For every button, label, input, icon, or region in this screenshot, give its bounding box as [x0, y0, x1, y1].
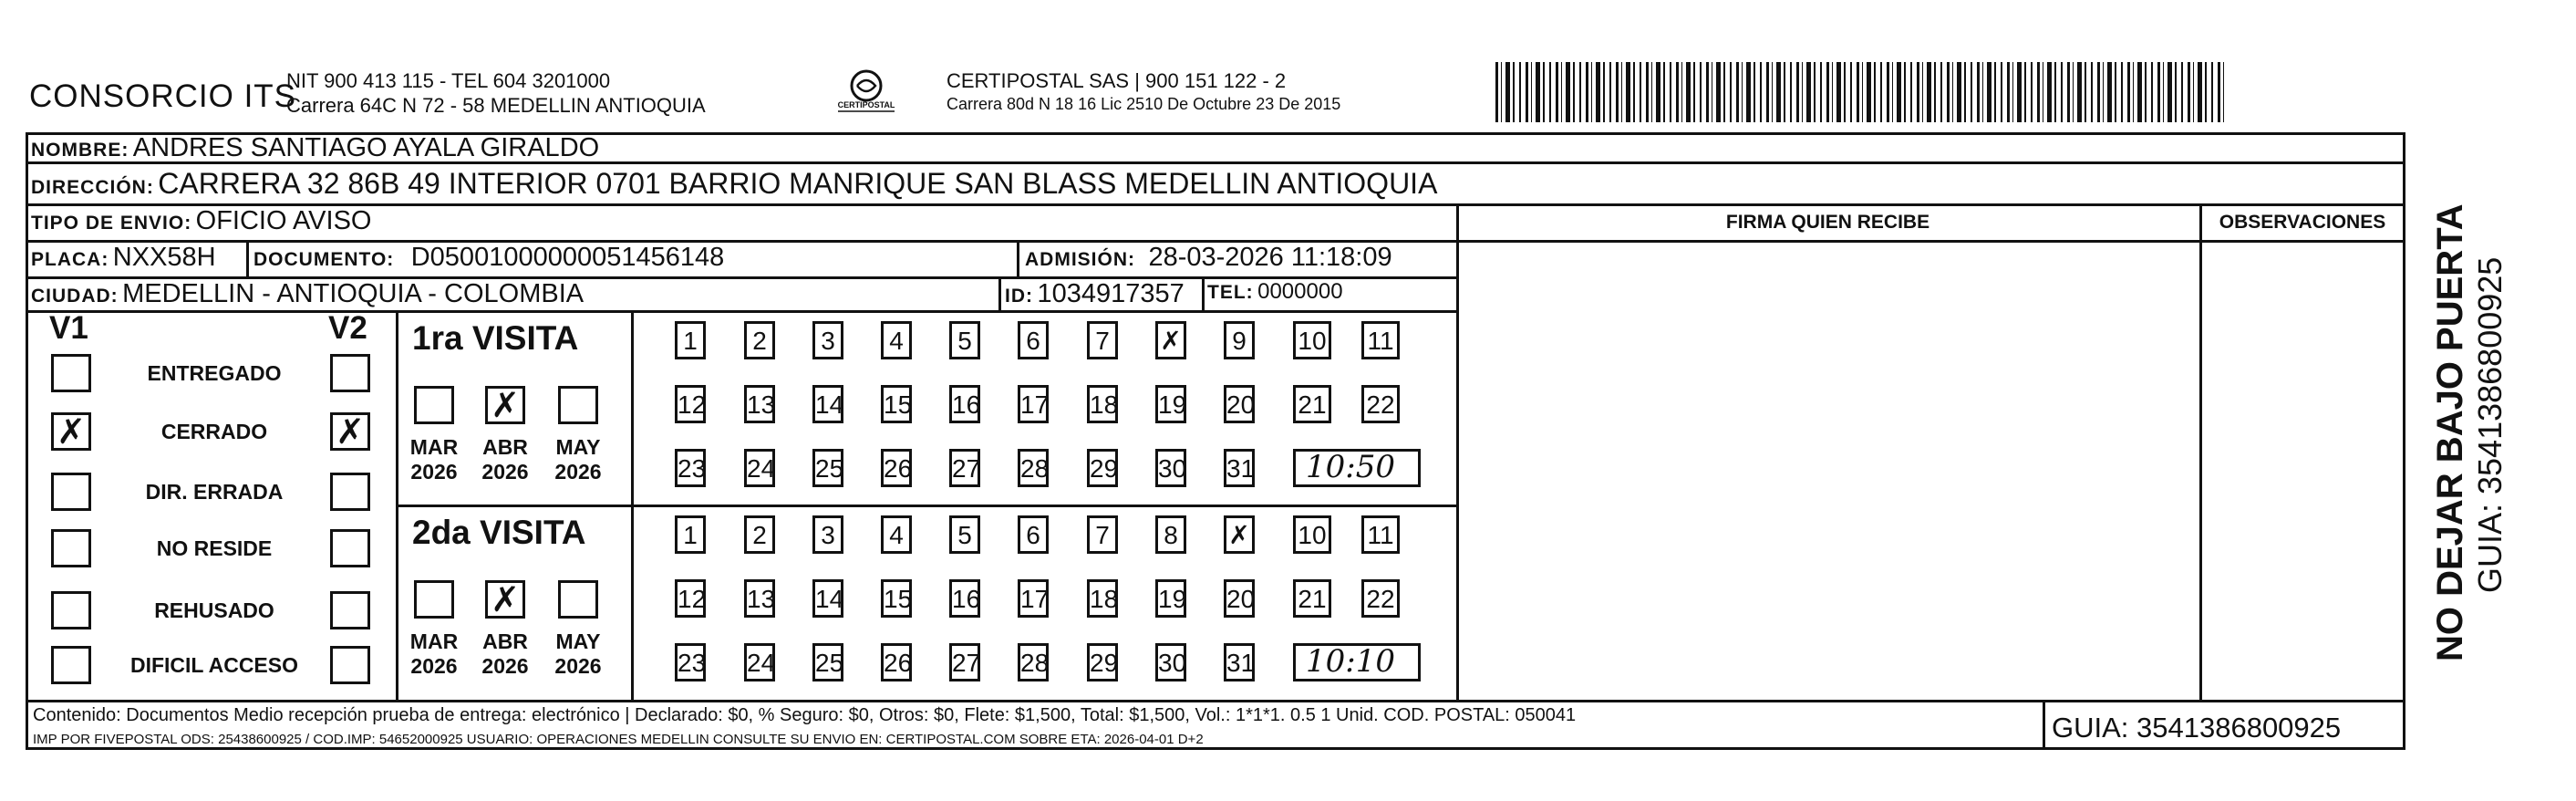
visit-day-box[interactable]: 9: [1224, 321, 1255, 359]
visit-day-box[interactable]: 27: [949, 449, 980, 487]
visit-day-box[interactable]: 20: [1224, 579, 1255, 618]
visit-day-box[interactable]: 8: [1155, 515, 1186, 554]
nombre-value: ANDRES SANTIAGO AYALA GIRALDO: [132, 133, 600, 162]
direccion-field: [31, 167, 1437, 201]
carrier-address-line: Carrera 80d N 18 16 Lic 2510 De Octubre 23 De 2015: [947, 95, 1341, 113]
visit-day-box[interactable]: 10: [1293, 515, 1331, 554]
visit-day-box[interactable]: 20: [1224, 385, 1255, 423]
visit-title: 2da VISITA: [412, 514, 586, 551]
month-year: 2026: [410, 460, 458, 484]
company-name: CONSORCIO ITS: [29, 78, 297, 114]
admision-field: [1025, 243, 1392, 273]
visit-month-checkbox[interactable]: [414, 580, 454, 619]
visit-day-box[interactable]: 17: [1018, 579, 1049, 618]
tipo-envio-value: OFICIO AVISO: [195, 206, 372, 235]
visit-day-box[interactable]: 28: [1018, 643, 1049, 681]
documento-label: DOCUMENTO:: [253, 249, 395, 270]
visit-day-box[interactable]: 6: [1018, 515, 1049, 554]
status-v2-checkbox[interactable]: [330, 646, 370, 684]
visit-day-box[interactable]: 23: [675, 643, 706, 681]
visit-day-box[interactable]: 25: [812, 449, 843, 487]
visit-day-box[interactable]: 31: [1224, 449, 1255, 487]
tel-field: [1207, 279, 1343, 305]
visit-day-box[interactable]: 1: [675, 515, 706, 554]
carrier-name-line: CERTIPOSTAL SAS | 900 151 122 - 2: [947, 69, 1287, 92]
visit-day-box[interactable]: 29: [1087, 449, 1118, 487]
month-name: MAR: [409, 435, 459, 459]
status-label: CERRADO: [160, 420, 268, 443]
visit-month-label: [404, 629, 464, 679]
tipo-envio-field: [31, 206, 371, 236]
documento-field: [253, 243, 724, 273]
admision-value: 28-03-2026 11:18:09: [1148, 243, 1392, 272]
visit-day-box[interactable]: 18: [1087, 385, 1118, 423]
ciudad-field: [31, 279, 584, 309]
visit-day-box[interactable]: 23: [675, 449, 706, 487]
status-label: DIFICIL ACCESO: [129, 653, 298, 677]
visit-day-box[interactable]: 31: [1224, 643, 1255, 681]
month-year: 2026: [554, 460, 602, 484]
visit-title: 1ra VISITA: [412, 319, 579, 357]
visit-month-checkbox[interactable]: [558, 580, 598, 619]
visit-day-box[interactable]: 14: [812, 385, 843, 423]
status-v1-checkbox[interactable]: ✗: [51, 412, 91, 451]
ciudad-value: MEDELLIN - ANTIOQUIA - COLOMBIA: [122, 279, 585, 308]
month-year: 2026: [481, 460, 529, 484]
visit-month-label: [548, 435, 608, 484]
direccion-value: CARRERA 32 86B 49 INTERIOR 0701 BARRIO MANRIQUE SAN BLASS MEDELLIN ANTIOQUIA: [158, 167, 1438, 200]
visit-day-box[interactable]: 25: [812, 643, 843, 681]
visit-time-value: 10:10: [1306, 643, 1395, 680]
visit-day-box[interactable]: 16: [949, 385, 980, 423]
visit-day-box[interactable]: 3: [812, 321, 843, 359]
nombre-label: NOMBRE:: [31, 140, 129, 161]
placa-value: NXX58H: [112, 243, 216, 272]
status-v2-checkbox[interactable]: [330, 529, 370, 567]
id-value: 1034917357: [1037, 279, 1185, 308]
visit-day-box[interactable]: 2: [744, 515, 775, 554]
nombre-field: [31, 133, 599, 163]
visit-day-box[interactable]: 22: [1361, 385, 1400, 423]
status-label: REHUSADO: [154, 598, 274, 622]
observaciones-label: OBSERVACIONES: [2219, 212, 2386, 233]
id-label: ID:: [1005, 286, 1033, 307]
visit-day-box[interactable]: 16: [949, 579, 980, 618]
visit-day-box[interactable]: 18: [1087, 579, 1118, 618]
tipo-envio-label: TIPO DE ENVIO:: [31, 213, 192, 234]
visit-day-box[interactable]: 7: [1087, 321, 1118, 359]
tel-value: 0000000: [1257, 279, 1343, 304]
visit-day-box[interactable]: 5: [949, 321, 980, 359]
month-year: 2026: [554, 654, 602, 678]
visit-day-box[interactable]: 19: [1155, 579, 1186, 618]
month-name: MAR: [409, 629, 459, 653]
status-v2-checkbox[interactable]: ✗: [330, 412, 370, 451]
visit-month-label: [548, 629, 608, 679]
visit-day-box[interactable]: 1: [675, 321, 706, 359]
visit-time-value: 10:50: [1306, 449, 1395, 485]
visit-day-box[interactable]: 21: [1293, 385, 1331, 423]
month-year: 2026: [410, 654, 458, 678]
footer-guia: GUIA: 3541386800925: [2052, 712, 2342, 744]
visit-day-box[interactable]: 13: [744, 385, 775, 423]
firma-label: FIRMA QUIEN RECIBE: [1725, 212, 1930, 233]
status-label: DIR. ERRADA: [145, 480, 284, 504]
visit-day-box[interactable]: 17: [1018, 385, 1049, 423]
visit-day-box[interactable]: 30: [1155, 643, 1186, 681]
visit-day-mark: ✗: [1228, 520, 1250, 550]
direccion-label: DIRECCIÓN:: [31, 177, 154, 198]
no-dejar-bajo-puerta: NO DEJAR BAJO PUERTA: [2430, 203, 2470, 661]
visit-month-checkbox[interactable]: ✗: [485, 580, 525, 619]
status-label: NO RESIDE: [156, 536, 273, 560]
visit-day-box[interactable]: 5: [949, 515, 980, 554]
visit-day-box[interactable]: 4: [881, 321, 912, 359]
visit-day-box[interactable]: 12: [675, 385, 706, 423]
visit-day-box[interactable]: 3: [812, 515, 843, 554]
visit-month-checkbox[interactable]: ✗: [485, 386, 525, 424]
visit-month-label: [475, 629, 535, 679]
visit-day-box[interactable]: [1224, 515, 1255, 554]
placa-label: PLACA:: [31, 249, 109, 270]
status-v1-checkbox[interactable]: [51, 646, 91, 684]
visit-day-box[interactable]: 11: [1361, 515, 1400, 554]
visit-day-box[interactable]: [1155, 321, 1186, 359]
status-v2-checkbox[interactable]: [330, 354, 370, 392]
month-name: ABR: [482, 629, 528, 653]
status-label: ENTREGADO: [147, 361, 282, 385]
visit-month-checkbox[interactable]: [558, 386, 598, 424]
visit-month-checkbox[interactable]: [414, 386, 454, 424]
carrier-logo: [834, 66, 898, 120]
month-name: MAY: [555, 435, 601, 459]
status-v2-checkbox[interactable]: [330, 591, 370, 629]
month-name: MAY: [555, 629, 601, 653]
tel-label: TEL:: [1207, 282, 1254, 303]
visit-day-box[interactable]: 22: [1361, 579, 1400, 618]
company-nit-line: NIT 900 413 115 - TEL 604 3201000: [286, 69, 611, 92]
status-v1-checkbox[interactable]: [51, 591, 91, 629]
visit-day-box[interactable]: 10: [1293, 321, 1331, 359]
tracking-barcode: [1495, 62, 2225, 122]
visit-day-mark: ✗: [1160, 326, 1182, 356]
month-year: 2026: [481, 654, 529, 678]
visit-day-box[interactable]: 12: [675, 579, 706, 618]
v2-label: V2: [328, 310, 367, 346]
side-guia: GUIA: 3541386800925: [2471, 256, 2509, 593]
carrier-logo-text: CERTIPOSTAL: [837, 100, 895, 109]
visit-day-box[interactable]: 19: [1155, 385, 1186, 423]
documento-value: D05001000000051456148: [410, 243, 725, 272]
company-address-line: Carrera 64C N 72 - 58 MEDELLIN ANTIOQUIA: [286, 94, 706, 117]
ciudad-label: CIUDAD:: [31, 286, 119, 307]
visit-day-box[interactable]: 15: [881, 579, 912, 618]
v1-label: V1: [49, 310, 88, 346]
visit-month-label: [404, 435, 464, 484]
footer-imp-line: IMP POR FIVEPOSTAL ODS: 25438600925 / COD.IMP: 54652000925 USUARIO: OPERACIONES MEDELLIN CONSULTE SU ENVIO EN: CERTIPOSTAL.COM SOBRE ETA: 2026-04-01 D+2: [33, 732, 1204, 747]
visit-day-box[interactable]: 2: [744, 321, 775, 359]
visit-day-box[interactable]: 14: [812, 579, 843, 618]
visit-day-box[interactable]: 15: [881, 385, 912, 423]
visit-day-box[interactable]: 21: [1293, 579, 1331, 618]
admision-label: ADMISIÓN:: [1025, 249, 1135, 270]
placa-field: [31, 243, 216, 273]
visit-day-box[interactable]: 24: [744, 449, 775, 487]
visit-month-label: [475, 435, 535, 484]
visit-day-box[interactable]: 28: [1018, 449, 1049, 487]
visit-day-box[interactable]: 11: [1361, 321, 1400, 359]
month-name: ABR: [482, 435, 528, 459]
visit-day-box[interactable]: 4: [881, 515, 912, 554]
status-v1-checkbox[interactable]: [51, 354, 91, 392]
visit-day-box[interactable]: 7: [1087, 515, 1118, 554]
visit-day-box[interactable]: 26: [881, 643, 912, 681]
status-v1-checkbox[interactable]: [51, 473, 91, 511]
visit-day-box[interactable]: 30: [1155, 449, 1186, 487]
footer-content-line: Contenido: Documentos Medio recepción prueba de entrega: electrónico | Declarado: $0, % Seguro: $0, Otros: $0, Flete: $1,500, Total: $1,500, Vol.: 1*1*1. 0.5 1 Unid. COD. POSTAL: 050041: [33, 705, 1577, 725]
visit-day-box[interactable]: 13: [744, 579, 775, 618]
visit-day-box[interactable]: 26: [881, 449, 912, 487]
visit-day-box[interactable]: 29: [1087, 643, 1118, 681]
carrier-logo-icon: [834, 66, 898, 120]
visit-day-box[interactable]: 24: [744, 643, 775, 681]
visit-day-box[interactable]: 27: [949, 643, 980, 681]
visit-day-box[interactable]: 6: [1018, 321, 1049, 359]
id-field: [1005, 279, 1185, 309]
status-v1-checkbox[interactable]: [51, 529, 91, 567]
status-v2-checkbox[interactable]: [330, 473, 370, 511]
